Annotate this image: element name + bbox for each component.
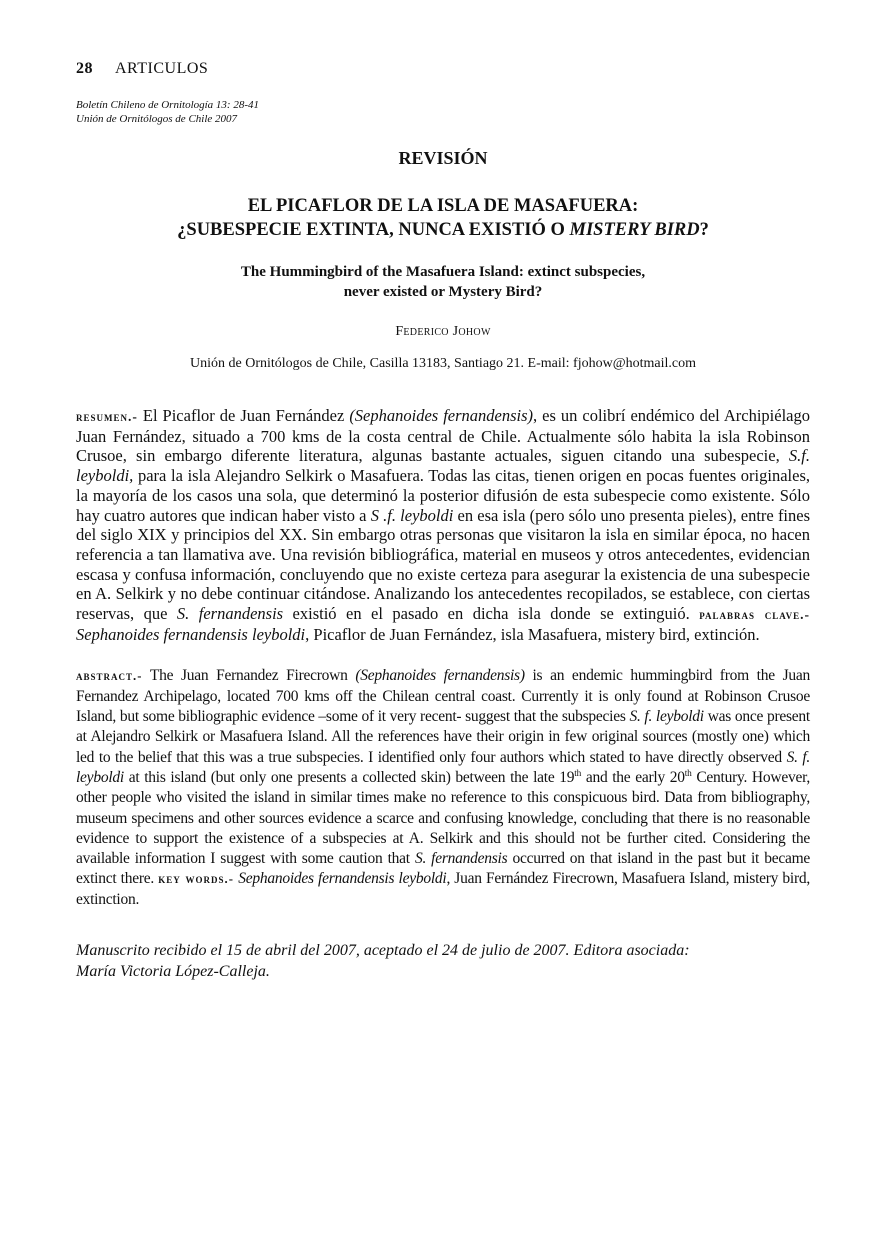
journal-line-2: Unión de Ornitólogos de Chile 2007 <box>76 113 238 125</box>
abstract-text: is an endemic hummingbird from the Juan Fernandez Archipelago, located 700 kms off the Chilean central coast. Currently it is only found at Robinson Crusoe Island, but some bibliographic evidence –some of it very recent- suggest that the subspecies <box>76 667 811 726</box>
key-words-label: key words.- <box>158 872 234 887</box>
species-name: Sephanoides fernandensis leyboldi <box>76 624 306 644</box>
abstract-text: and the early 20 <box>581 768 685 786</box>
abstract-label: abstract.- <box>76 669 143 684</box>
abstract-text: at this island (but only one presents a collected skin) between the late 19 <box>123 768 575 786</box>
species-name: S. f. leyboldi <box>629 708 704 726</box>
title-part-end: ? <box>699 220 709 240</box>
title-part-a: ¿SUBESPECIE EXTINTA, NUNCA EXISTIÓ O <box>177 220 570 240</box>
abstract-text: was once present at Alejandro Selkirk or Masafuera Island. All the references have their origin in few original sources (mostly one) which led to the belief that this was a true subspecies. I identified only four authors which stated to have directly observed <box>76 708 810 766</box>
english-title-line-1: The Hummingbird of the Masafuera Island: extinct subspecies, <box>240 264 646 280</box>
palabras-clave-label: palabras clave.- <box>699 607 810 623</box>
author-name: Federico Johow <box>395 324 491 339</box>
superscript: th <box>574 768 582 779</box>
species-name: S. fernandensis <box>414 850 508 868</box>
english-title <box>76 262 810 302</box>
journal-line-1: Boletín Chileno de Ornitología 13: 28-41 <box>76 99 260 111</box>
received-line-1: Manuscrito recibido el 15 de abril del 2007, aceptado el 24 de julio de 2007. Editora asociada: <box>76 942 690 959</box>
resumen-paragraph <box>76 406 810 644</box>
abstract-paragraph <box>76 666 810 910</box>
page-number: 28 <box>76 60 93 77</box>
article-title <box>76 194 810 242</box>
resumen-text: existió en el pasado en dicha isla donde se extinguió. <box>283 604 700 624</box>
journal-citation <box>76 98 810 126</box>
abstract-text: occurred on that island in the past but it became extinct there. <box>76 850 811 888</box>
manuscript-dates <box>76 940 810 982</box>
abstract-text: The Juan Fernandez Firecrown <box>142 667 356 685</box>
section-label: ARTICULOS <box>115 60 209 77</box>
resumen-text: , Picaflor de Juan Fernández, isla Masafuera, mistery bird, extinción. <box>305 624 760 644</box>
running-head <box>76 60 810 78</box>
abstract-text: Century. However, other people who visited the island in similar times make no reference to this conspicuous bird. Data from bibliography, museum specimens and other sources evidence a scarce and confusing knowledge, concluding that there is no reasonable evidence to support the existence of a subspecies at A. Selkirk and this should not be further cited. Considering the available information I suggest with some caution that <box>76 768 810 868</box>
author-affiliation: Unión de Ornitólogos de Chile, Casilla 13183, Santiago 21. E-mail: fjohow@hotmail.com <box>190 356 696 371</box>
resumen-label: resumen.- <box>76 409 138 424</box>
resumen-text: , es un colibrí endémico del Archipiélago Juan Fernández, situado a 700 kms de la costa central de Chile. Actualmente sólo habita la isla Robinson Crusoe, sin embargo diferente literatura, algunas bastante actuales, siguen citando una subespecie, <box>76 406 810 466</box>
title-part-italic: MISTERY BIRD <box>569 220 700 240</box>
species-name: S .f. leyboldi <box>370 505 454 525</box>
received-line-2: María Victoria López-Calleja. <box>76 963 270 980</box>
species-name: S. fernandensis <box>176 604 284 624</box>
species-name: (Sephanoides fernandensis) <box>349 406 534 425</box>
species-name: S.f. leyboldi, <box>76 446 810 486</box>
title-line-2 <box>76 218 810 242</box>
species-name: S. f. leyboldi <box>76 748 810 786</box>
species-name: (Sephanoides fernandensis) <box>355 667 525 685</box>
article-section: REVISIÓN <box>398 148 488 168</box>
article-page <box>76 60 810 982</box>
resumen-text: El Picaflor de Juan Fernández <box>137 406 350 425</box>
superscript: th <box>684 768 692 779</box>
english-title-line-2: never existed or Mystery Bird? <box>343 284 543 300</box>
resumen-text: en esa isla (pero sólo uno presenta pieles), entre fines del siglo XIX y principios del XX. Sin embargo otras personas que visitaron la isla en similar época, no hacen referencia a tan llamativa ave. Una revisión bibliográfica, material en museos y otros antecedentes, evidencian escasa y confusa información, concluyendo que no existe certeza para asegurar la existencia de una subespecie en A. Selkirk y no debe continuar citándose. Analizando los antecedentes recopilados, se establece, con ciertas reservas, que <box>76 505 811 624</box>
resumen-text: para la isla Alejandro Selkirk o Masafuera. Todas las citas, tienen origen en pocas fuentes originales, la mayoría de los casos una sola, que determinó la posterior difusión de esta subespecie como existente. Sólo hay cuatro autores que indican haber visto a <box>76 466 810 525</box>
species-name: Sephanoides fernandensis leyboldi <box>238 870 447 888</box>
abstract-text: , Juan Fernández Firecrown, Masafuera Island, mistery bird, extinction. <box>76 870 811 908</box>
title-line-1: EL PICAFLOR DE LA ISLA DE MASAFUERA: <box>247 196 639 216</box>
